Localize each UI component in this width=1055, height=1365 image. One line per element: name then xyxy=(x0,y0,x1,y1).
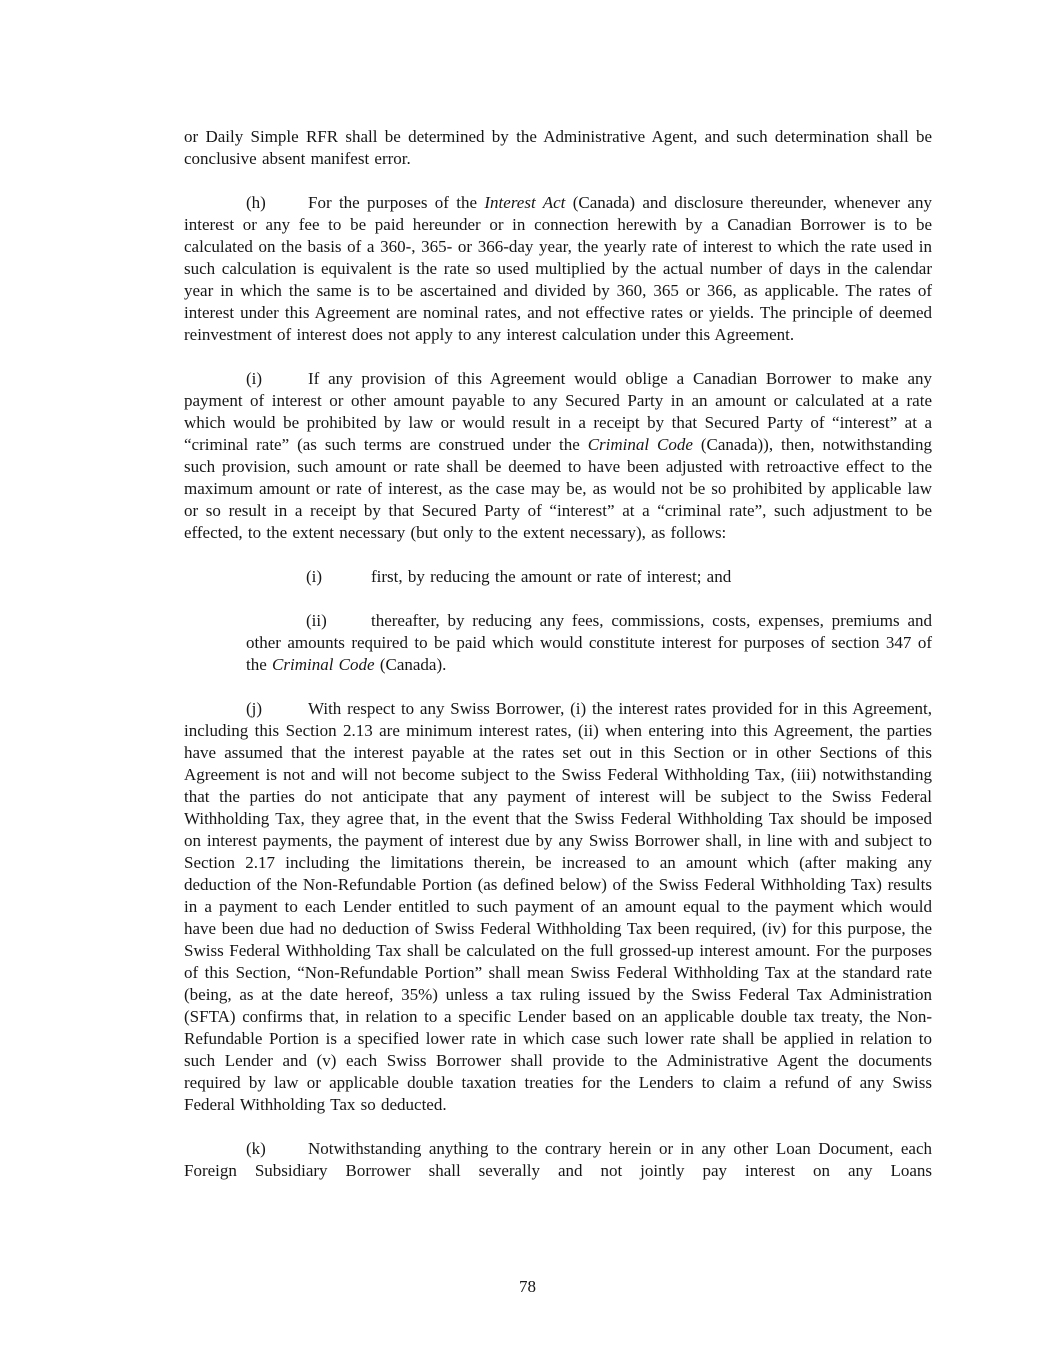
italic-statute-name: Criminal Code xyxy=(587,435,693,454)
text-run: Notwithstanding anything to the contrary herein or in any other Loan Document, each Foreign Subsidiary Borrower shall severally and not jointly pay interest on any Loans xyxy=(184,1139,932,1180)
italic-statute-name: Interest Act xyxy=(484,193,566,212)
clause-label: (j) xyxy=(246,699,263,718)
text-run: (Canada) and disclosure thereunder, whenever any interest or any fee to be paid hereunder or in connection herewith by a Canadian Borrower is to be calculated on the basis of a 360-, 365- or 366-day year, the yearly rate of interest to which the rate used in such calculation is equivalent is the rate so used multiplied by the actual number of days in the calendar year in which the same is to be ascertained and divided by 360, 365 or 366, as applicable. The rates of interest under this Agreement are nominal rates, and not effective rates or yields. The principle of deemed reinvestment of interest does not apply to any interest calculation under this Agreement. xyxy=(184,193,932,344)
paragraph xyxy=(184,368,932,544)
clause-label: (ii) xyxy=(306,611,327,630)
page-number: 78 xyxy=(519,1277,536,1296)
text-run: first, by reducing the amount or rate of interest; and xyxy=(371,567,732,586)
italic-statute-name: Criminal Code xyxy=(272,655,375,674)
document-body xyxy=(184,126,932,1204)
text-run: For the purposes of the xyxy=(308,193,485,212)
clause-label: (i) xyxy=(306,567,323,586)
clause-label: (k) xyxy=(246,1139,266,1158)
text-run: With respect to any Swiss Borrower, (i) the interest rates provided for in this Agreement, including this Section 2.13 are minimum interest rates, (ii) when entering into this Agreement, the parties have assumed that the interest payable at the rates set out in this Section or in other Sections of this Agreement is not and will not become subject to the Swiss Federal Withholding Tax, (iii) notwithstanding that the parties do not anticipate that any payment of interest will be subject to the Swiss Federal Withholding Tax, they agree that, in the event that the Swiss Federal Withholding Tax should be imposed on interest payments, the payment of interest due by any Swiss Borrower shall, in line with and subject to Section 2.17 including the limitations therein, be increased to an amount which (after making any deduction of the Non-Refundable Portion (as defined below) of the Swiss Federal Withholding Tax) results in a payment to each Lender entitled to such payment of an amount equal to the payment which would have been due had no deduction of Swiss Federal Withholding Tax been required, (iv) for this purpose, the Swiss Federal Withholding Tax shall be calculated on the full grossed-up interest amount. For the purposes of this Section, “Non-Refundable Portion” shall mean Swiss Federal Withholding Tax at the standard rate (being, as at the date hereof, 35%) unless a tax ruling issued by the Swiss Federal Tax Administration (SFTA) confirms that, in relation to a specific Lender based on an applicable double tax treaty, the Non-Refundable Portion is a specified lower rate in which case such lower rate shall be applied in relation to such Lender and (v) each Swiss Borrower shall provide to the Administrative Agent the documents required by law or applicable double taxation treaties for the Lenders to claim a refund of any Swiss Federal Withholding Tax so deducted. xyxy=(184,699,932,1114)
paragraph xyxy=(184,1138,932,1182)
text-run: (Canada). xyxy=(374,655,447,674)
paragraph xyxy=(184,698,932,1116)
text-run: or Daily Simple RFR shall be determined by the Administrative Agent, and such determination shall be conclusive absent manifest error. xyxy=(184,127,932,168)
sub-clause xyxy=(246,610,932,676)
paragraph xyxy=(184,192,932,346)
clause-label: (h) xyxy=(246,193,266,212)
text-run: If any provision of this Agreement would oblige a Canadian Borrower to make any payment of interest or other amount payable to any Secured Party in an amount or calculated at a rate which would be prohibited by law or would result in a receipt by that Secured Party of “interest” at a “criminal rate” (as such terms are construed under the xyxy=(184,369,932,454)
paragraph xyxy=(184,126,932,170)
clause-label: (i) xyxy=(246,369,263,388)
text-run: thereafter, by reducing any fees, commissions, costs, expenses, premiums and other amounts required to be paid which would constitute interest for purposes of section 347 of the xyxy=(246,611,932,674)
text-run: (Canada)), then, notwithstanding such provision, such amount or rate shall be deemed to have been adjusted with retroactive effect to the maximum amount or rate of interest, as the case may be, as would not be so prohibited by applicable law or so result in a receipt by that Secured Party of “interest” at a “criminal rate”, such adjustment to be effected, to the extent necessary (but only to the extent necessary), as follows: xyxy=(184,435,933,542)
sub-clause xyxy=(246,566,932,588)
